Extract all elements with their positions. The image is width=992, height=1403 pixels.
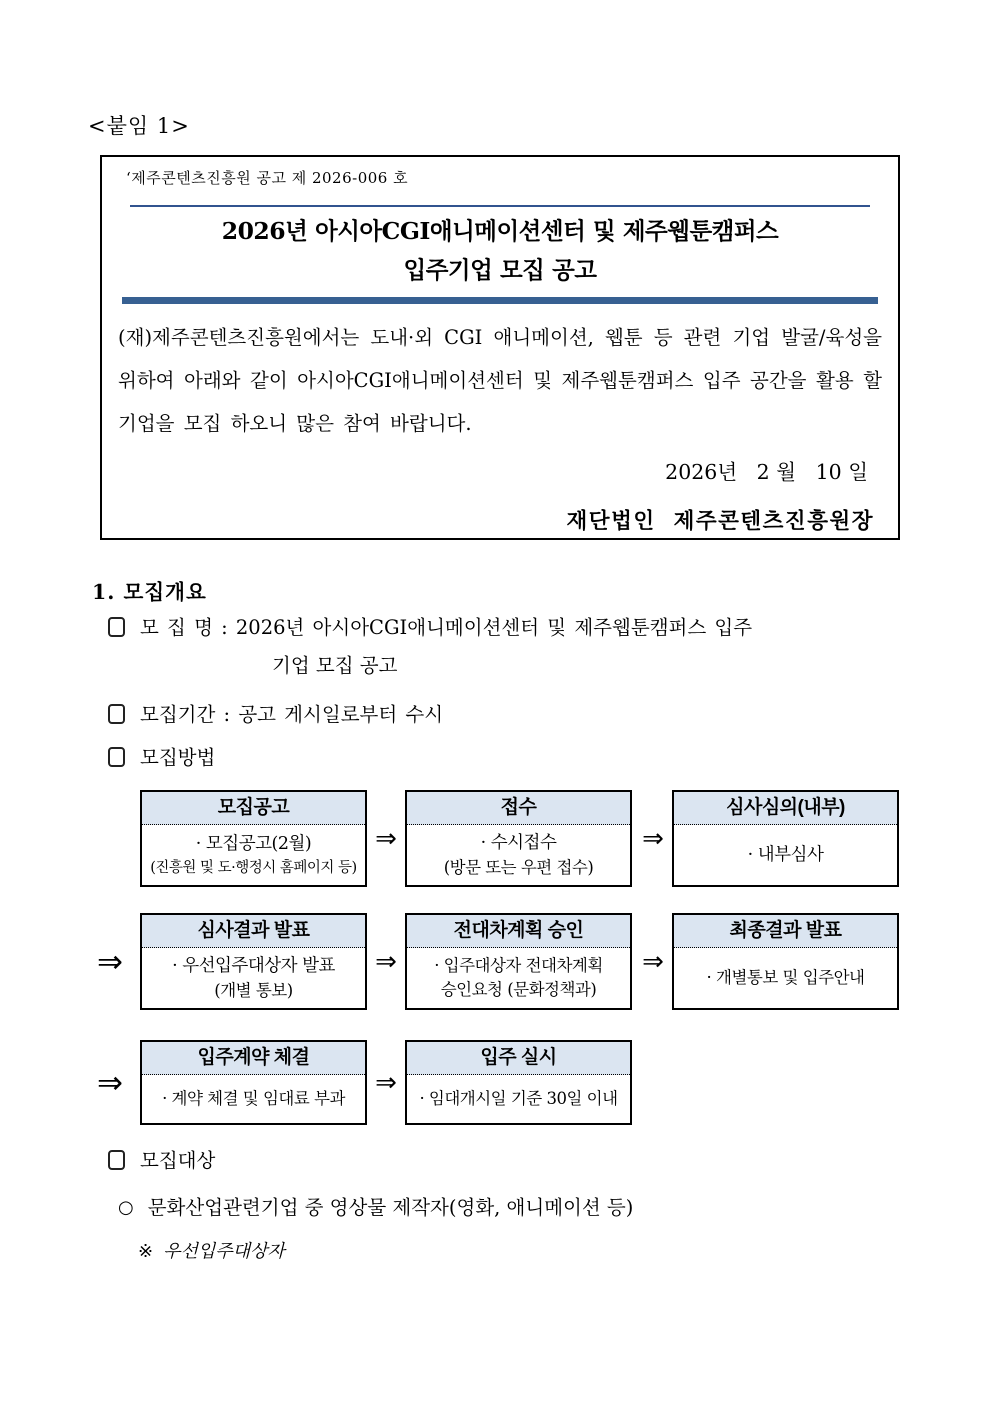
flow-box-move-in xyxy=(405,1040,632,1125)
title-top-rule xyxy=(130,205,870,207)
notice-title xyxy=(102,212,898,290)
flow-box-move-in-title: 입주 실시 xyxy=(407,1042,630,1075)
checkbox-icon xyxy=(108,747,125,767)
flow-box-application-line2: (방문 또는 우편 접수) xyxy=(443,857,594,877)
flow-box-final-result-line1: · 개별통보 및 입주안내 xyxy=(706,968,865,987)
priority-note-text: 우선입주대상자 xyxy=(163,1241,285,1262)
arrow-icon: ⇒ xyxy=(97,1064,123,1101)
reference-mark-icon: ※ xyxy=(138,1241,154,1262)
attachment-label: <붙임 1> xyxy=(88,114,190,138)
item-recruit-target xyxy=(108,1148,918,1174)
flow-box-application-title: 접수 xyxy=(407,792,630,825)
flow-box-application-line1: · 수시접수 xyxy=(480,832,557,853)
checkbox-icon xyxy=(108,704,125,724)
flow-box-final-result xyxy=(672,913,899,1010)
item-recruit-method-text: 모집방법 xyxy=(140,746,216,769)
flow-box-move-in-line1: · 임대개시일 기준 30일 이내 xyxy=(419,1089,618,1108)
flow-box-sublease-approval-title: 전대차계획 승인 xyxy=(407,915,630,948)
flow-box-announcement-line1: · 모집공고(2월) xyxy=(195,833,312,854)
flow-box-sublease-approval-line2: 승인요청 (문화정책과) xyxy=(440,980,597,999)
item-recruit-name-text-line2: 기업 모집 공고 xyxy=(272,654,398,677)
target-line xyxy=(118,1192,633,1220)
notice-title-line2: 입주기업 모집 공고 xyxy=(403,256,597,284)
priority-note xyxy=(138,1237,285,1263)
circle-bullet-icon: ○ xyxy=(118,1197,134,1218)
flow-box-announcement xyxy=(140,790,367,887)
flow-box-final-result-title: 최종결과 발표 xyxy=(674,915,897,948)
flow-box-announcement-title: 모집공고 xyxy=(142,792,365,825)
item-recruit-period-text: 모집기간 : 공고 게시일로부터 수시 xyxy=(140,703,444,726)
target-line-text: 문화산업관련기업 중 영상물 제작자(영화, 애니메이션 등) xyxy=(147,1196,634,1219)
checkbox-icon xyxy=(108,617,125,637)
checkbox-icon xyxy=(108,1150,125,1170)
item-recruit-method xyxy=(108,745,918,771)
title-double-rule xyxy=(122,297,878,304)
flow-box-review-result xyxy=(140,913,367,1010)
flow-box-sublease-approval-line1: · 입주대상자 전대차계획 xyxy=(434,956,603,975)
arrow-icon: ⇒ xyxy=(375,823,397,854)
notice-date: 2026년 2 월 10 일 xyxy=(665,460,868,484)
notice-doc-number: ‘제주콘텐츠진흥원 공고 제 2026-006 호 xyxy=(126,169,409,187)
flow-box-contract-line1: · 계약 체결 및 임대료 부과 xyxy=(162,1089,345,1108)
arrow-icon: ⇒ xyxy=(97,943,123,980)
flow-box-review-result-line2: (개별 통보) xyxy=(214,980,293,1000)
flow-box-internal-review xyxy=(672,790,899,887)
flow-box-contract-title: 입주계약 체결 xyxy=(142,1042,365,1075)
flow-box-internal-review-title: 심사심의(내부) xyxy=(674,792,897,825)
item-recruit-period xyxy=(108,702,918,728)
arrow-icon: ⇒ xyxy=(642,823,664,854)
flow-box-application xyxy=(405,790,632,887)
notice-box xyxy=(100,155,900,540)
notice-body-text: (재)제주콘텐츠진흥원에서는 도내·외 CGI 애니메이션, 웹툰 등 관련 기업 발굴/육성을 위하여 아래와 같이 아시아CGI애니메이션센터 및 제주웹툰캠퍼스 입주 공간을 활용 할 기업을 모집 하오니 많은 참여 바랍니다. xyxy=(118,326,882,435)
item-recruit-name-text: 모 집 명 : 2026년 아시아CGI애니메이션센터 및 제주웹툰캠퍼스 입주 xyxy=(140,616,753,639)
arrow-icon: ⇒ xyxy=(375,1067,397,1098)
flow-box-sublease-approval xyxy=(405,913,632,1010)
item-recruit-name xyxy=(108,615,918,679)
flow-box-review-result-title: 심사결과 발표 xyxy=(142,915,365,948)
arrow-icon: ⇒ xyxy=(642,946,664,977)
flow-box-contract xyxy=(140,1040,367,1125)
flow-box-review-result-line1: · 우선입주대상자 발표 xyxy=(172,955,335,976)
flow-box-announcement-line2: (진흥원 및 도·행정시 홈페이지 등) xyxy=(150,859,357,876)
arrow-icon: ⇒ xyxy=(375,946,397,977)
notice-signer: 재단법인 제주콘텐츠진흥원장 xyxy=(566,509,874,534)
flow-box-internal-review-line1: · 내부심사 xyxy=(747,844,824,865)
section-heading: 1. 모집개요 xyxy=(92,580,207,604)
item-recruit-target-text: 모집대상 xyxy=(140,1149,216,1172)
notice-title-line1: 2026년 아시아CGI애니메이션센터 및 제주웹툰캠퍼스 xyxy=(221,217,779,245)
